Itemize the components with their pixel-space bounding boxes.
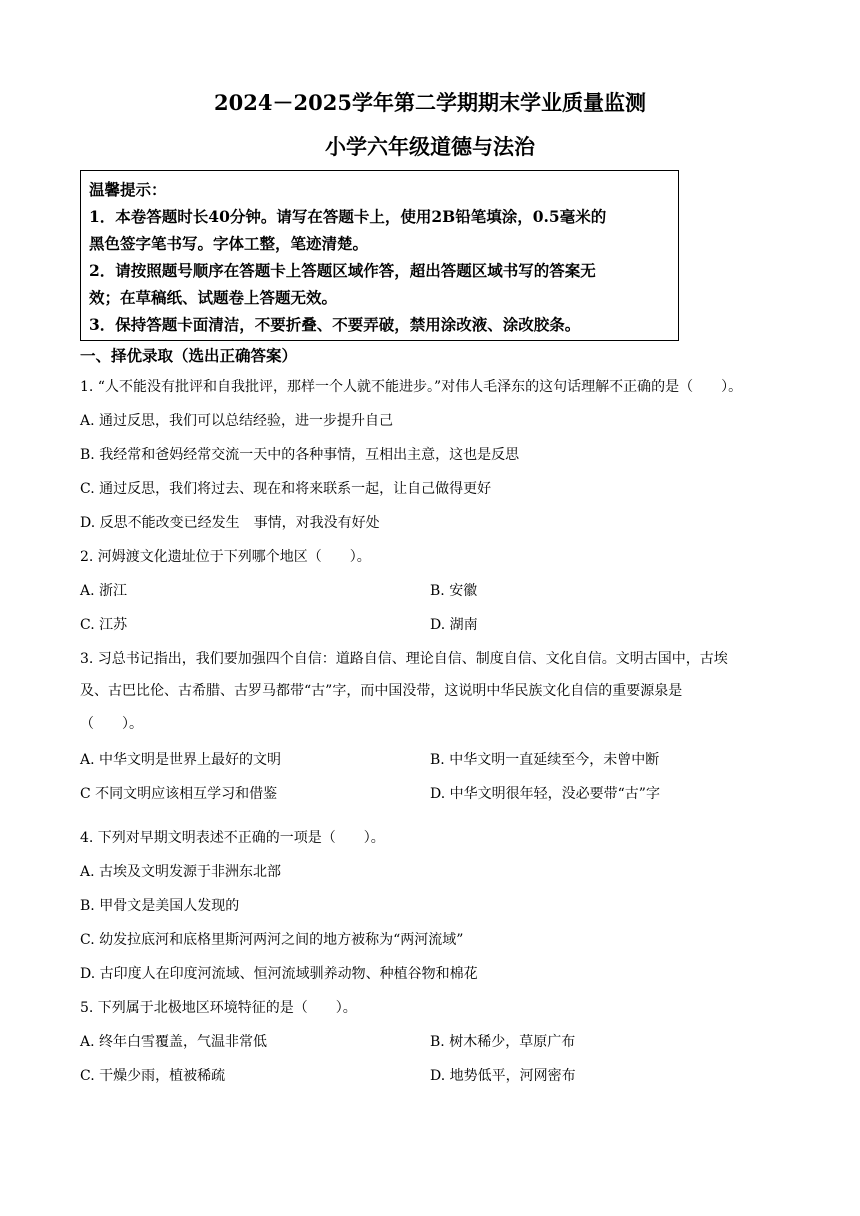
question-3-option-a: A. 中华文明是世界上最好的文明 <box>80 752 282 768</box>
question-3-option-d: D. 中华文明很年轻，没必要带“古”字 <box>430 786 660 802</box>
notice-box <box>80 170 679 341</box>
question-1-stem: 1. “人不能没有批评和自我批评，那样一个人就不能进步。”对伟人毛泽东的这句话理解不正确的是（ ）。 <box>80 379 743 395</box>
question-1-option-d: D. 反思不能改变已经发生 事情，对我没有好处 <box>80 515 380 531</box>
notice-heading: 温馨提示： <box>89 180 167 199</box>
question-1-option-c: C. 通过反思，我们将过去、现在和将来联系一起，让自己做得更好 <box>80 481 492 497</box>
question-5-option-d: D. 地势低平，河网密布 <box>430 1068 576 1084</box>
question-3-stem: （ ）。 <box>80 716 143 732</box>
exam-title: 2024－2025学年第二学期期末学业质量监测 <box>214 90 646 115</box>
question-5-option-b: B. 树木稀少，草原广布 <box>430 1034 576 1050</box>
question-5-option-a: A. 终年白雪覆盖，气温非常低 <box>80 1034 268 1050</box>
question-2-option-c: C. 江苏 <box>80 617 128 633</box>
question-3-option-b: B. 中华文明一直延续至今，未曾中断 <box>430 752 660 768</box>
notice-line: 3．保持答题卡面清洁，不要折叠、不要弄破，禁用涂改液、涂改胶条。 <box>89 315 581 334</box>
question-2-option-a: A. 浙江 <box>80 583 128 599</box>
question-2-stem: 2. 河姆渡文化遗址位于下列哪个地区（ ）。 <box>80 549 371 565</box>
notice-line: 1．本卷答题时长40分钟。请写在答题卡上，使用2B铅笔填涂，0.5毫米的 <box>89 207 607 226</box>
question-1-option-b: B. 我经常和爸妈经常交流一天中的各种事情，互相出主意，这也是反思 <box>80 447 520 463</box>
section-title: 一、择优录取（选出正确答案） <box>80 346 298 365</box>
question-2-option-b: B. 安徽 <box>430 583 478 599</box>
question-3-option-c: C 不同文明应该相互学习和借鉴 <box>80 786 278 802</box>
question-4-option-d: D. 古印度人在印度河流域、恒河流域驯养动物、种植谷物和棉花 <box>80 966 478 982</box>
question-3-stem: 及、古巴比伦、古希腊、古罗马都带“古”字，而中国没带，这说明中华民族文化自信的重要源泉是 <box>80 683 683 699</box>
question-1-option-a: A. 通过反思，我们可以总结经验，进一步提升自己 <box>80 413 394 429</box>
notice-line: 黑色签字笔书写。字体工整，笔迹清楚。 <box>89 234 369 253</box>
question-4-option-b: B. 甲骨文是美国人发现的 <box>80 898 240 914</box>
question-3-stem: 3. 习总书记指出，我们要加强四个自信：道路自信、理论自信、制度自信、文化自信。文明古国中，古埃 <box>80 651 728 667</box>
question-4-option-a: A. 古埃及文明发源于非洲东北部 <box>80 864 282 880</box>
question-5-stem: 5. 下列属于北极地区环境特征的是（ ）。 <box>80 1000 357 1016</box>
question-2-option-d: D. 湖南 <box>430 617 478 633</box>
notice-line: 效；在草稿纸、试题卷上答题无效。 <box>89 288 338 307</box>
question-4-option-c: C. 幼发拉底河和底格里斯河两河之间的地方被称为“两河流域” <box>80 932 464 948</box>
question-5-option-c: C. 干燥少雨，植被稀疏 <box>80 1068 226 1084</box>
question-4-stem: 4. 下列对早期文明表述不正确的一项是（ ）。 <box>80 830 385 846</box>
exam-subtitle: 小学六年级道德与法治 <box>325 134 535 159</box>
notice-line: 2．请按照题号顺序在答题卡上答题区域作答，超出答题区域书写的答案无 <box>89 261 596 280</box>
